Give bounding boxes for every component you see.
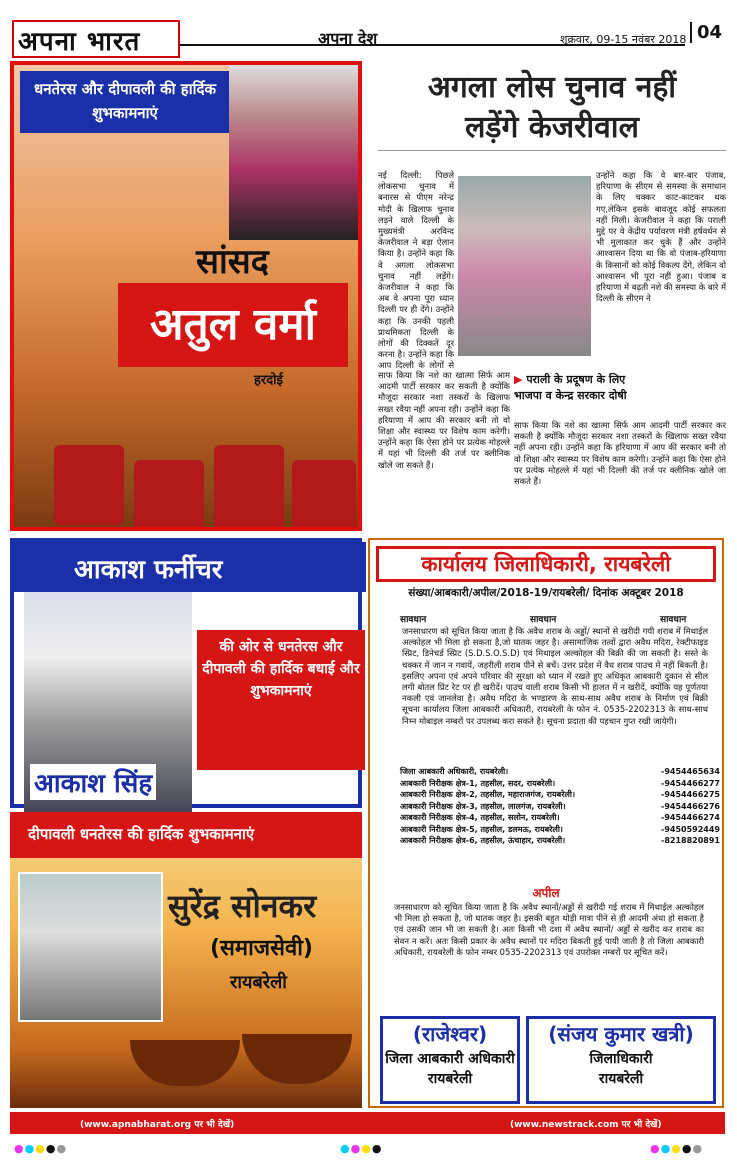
article-text: उन्होंने कहा कि वे बार-बार पंजाब, हरियाणा के सीएम से समस्या के समाधान के लिए चक्कर काट-काटकर थक गए,लेकिन इसके बावजूद कोई सफलता नहीं मिली। केजरीवाल ने कहा कि पराली मुद्दे पर वे केंद्रीय पर्यावरण मंत्री हर्षवर्धन से भी मुलाकात कर चुके हैं और उन्होंने आश्वासन दिया था कि वो पंजाब-हरियाणा के किसानों को कोई विकल्प देंगे, लेकिन वो आश्वासन भी पूरा नहीं हुआ। पंजाब व हरियाणा में बढ़ती नशे की समस्या के बारे में दिल्ली के सीएम ने [596,170,726,304]
page-category: अपना देश [318,29,378,48]
notice-body: जनसाधारण को सूचित किया जाता है कि अवैध शराब के अड्डों/ स्थानों से खरीदी गयी शराब में मिथाईल अल्कोहल भी मिला हो सकता है,जो घातक जहर है। असामाजिक तत्वों द्वारा अवैध मदिरा, रेक्टीफाइड स्प्रिट, डिनेचर्ड स्प्रिट (S.D.S.O.S.D) एवं मिथाइल अल्कोहल की बिक्री की जा सकती है। सस्ते के चक्कर में जान न गवायें, जहरीली शराब पीने से बचें। उत्तर प्रदेश में वैध शराब पाउच में नहीं बिकती है। इसलिए अपना एवं अपने परिवार की सुरक्षा को ध्यान में रखते हुए अधिकृत आबकारी दुकान से सील लगी बोतल प्रिंट रेट पर ही खरीदें। पाउच वाली शराब किसी भी हालत में न खरीदें, क्योंकि यह पूर्णतया नकली एवं जानलेवा है। अवैध मदिरा के भण्डारण के साथ-साथ अवैध शराब के निर्माण एवं बिक्री सूचना कार्यालय जिला आबकारी अधिकारी, रायबरेली के फोन नं. 0535-2202313 के साथ-साथ निम्न मोबाइल नम्बरों पर उपलब्ध करा सकते है। सूचना प्रदाता की पहचान गुप्त रखी जायेगी। [402,626,708,726]
ad-mp-greeting [10,61,362,531]
diya-image [130,1040,240,1086]
contact-row [400,835,720,847]
page-footer [10,1112,725,1134]
sonkar-photo [18,872,163,1022]
warn-label: सावधान [660,615,687,625]
article-text: साफ किया कि नशे का खात्मा सिर्फ आम आदमी पार्टी सरकार कर सकती है क्योंकि मौजूदा सरकार नशा तस्करों के खिलाफ सख्त रवैया नहीं अपना रही। उन्होंने कहा कि हरियाणा में आप की सरकार बनी तो वो शिक्षा और स्वास्थ्य पर विशेष काम करेगी। उन्होंने कहा कि ऐसा होने पर प्रत्येक मोहल्ले में यहां भी दिल्ली की तर्ज पर क्लीनिक खोले जा सकते हैं। [378,370,510,470]
page-header [0,0,737,60]
page-number: 04 [690,22,722,43]
registration-dots: ●●●● [340,1142,383,1155]
contact-name: आबकारी निरीक्षक क्षेत्र-1, तहसील, सदर, रायबरेली। [400,778,556,788]
mp-photo [229,65,362,240]
headline-line-1: अगला लोस चुनाव नहीं [427,70,677,105]
signatory-place: रायबरेली [598,1071,644,1087]
article-text: नई दिल्ली: पिछले लोकसभा चुनाव में बनारस से पीएम नरेन्द्र मोदी के खिलाफ चुनाव लड़ने वाले दिल्ली के मुख्यमंत्री अरविन्द केजरीवाल ने बड़ा ऐलान किया है। उन्होंने कहा कि वे अगला लोकसभा चुनाव नहीं लड़ेंगे। केजरीवाल ने कहा कि अब वे अपना पूरा ध्यान दिल्ली पर ही देंगे। उन्होंने कहा कि उनकी पहली प्राथमिकता दिल्ली के लोगों की दिक्कतें दूर करना है। उन्होंने कहा कि आप दिल्ली के लोगों से [378,170,454,370]
contact-phone: -9454466277 [661,778,720,788]
contact-phone: -8218820891 [661,836,720,845]
contact-phone: -9454466276 [661,801,720,811]
notice-office: कार्यालय जिलाधिकारी, रायबरेली [376,546,716,582]
contact-name: आबकारी निरीक्षक क्षेत्र-4, तहसील, सलोन, रायबरेली। [400,813,560,822]
caption-arrow-icon: ▶ [514,373,523,386]
notice-ref: संख्या/आबकारी/अपील/2018-19/रायबरेली/ दिनांक अक्टूबर 2018 [408,587,684,599]
appeal-title: अपील [532,886,560,900]
registration-dots: ●●●●● [14,1142,68,1155]
contact-phone: -9454466275 [661,790,720,799]
article-col-3 [514,420,726,524]
warn-label: सावधान [400,615,427,625]
candle-image [214,445,284,530]
signatory-name: (संजय कुमार खत्री) [548,1022,694,1046]
contact-name: आबकारी निरीक्षक क्षेत्र-3, तहसील, लालगंज, रायबरेली। [400,801,566,811]
footer-link-newstrack[interactable]: (www.newstrack.com पर भी देखें) [510,1120,662,1130]
headline-rule [378,150,726,151]
contact-table [400,766,720,847]
contact-row [400,766,720,778]
footer-link-apnabharat[interactable]: (www.apnabharat.org पर भी देखें) [80,1120,235,1130]
registration-dots: ●●●●● [650,1142,704,1155]
ad-mp-greeting-text: धनतेरस और दीपावली की हार्दिक शुभकामनाएं [20,71,230,133]
contact-name: आबकारी निरीक्षक क्षेत्र-5, तहसील, डलमऊ, रायबरेली। [400,824,563,834]
ad-furniture-title: आकाश फर्नीचर [74,555,223,585]
contact-row [400,789,720,801]
masthead: अपना भारत [18,27,141,57]
contact-row [400,801,720,813]
signatory-title: जिला आबकारी अधिकारी [385,1051,515,1067]
contact-phone: -9450592449 [661,824,720,834]
article-col-1-bottom [378,370,510,520]
sonkar-name: सुरेंद्र सोनकर [168,887,317,925]
article-text: साफ किया कि नशे का खात्मा सिर्फ आम आदमी पार्टी सरकार कर सकती है क्योंकि मौजूदा सरकार नशा तस्करों के खिलाफ सख्त रवैया नहीं अपना रही। उन्होंने कहा कि हरियाणा में आप की सरकार बनी तो वो शिक्षा और स्वास्थ्य पर विशेष काम करेगी। उन्होंने कहा कि ऐसा होने पर प्रत्येक मोहल्ले में यहां भी दिल्ली की तर्ज पर क्लीनिक खोले जा सकते हैं। [514,420,726,487]
contact-name: आबकारी निरीक्षक क्षेत्र-2, तहसील, महाराजगंज, रायबरेली। [400,790,576,799]
ad-sonkar-greeting: दीपावली धनतेरस की हार्दिक शुभकामनाएं [10,812,362,858]
contact-row [400,778,720,790]
signatory-title: जिलाधिकारी [589,1051,653,1067]
contact-name: जिला आबकारी अधिकारी, रायबरेली। [400,767,509,776]
appeal-body: जनसाधारण को सूचित किया जाता है कि अवैध स्थानों/अड्डों से खरीदी गई शराब में मिथाईल अल्कोहल भी मिला हो सकता है, जो घातक जहर है। इसकी बहुत थोड़ी मात्रा पीने से ही आदमी अंधा हो सकता है एवं उसकी जान भी जा सकती है। अतः किसी भी दशा में अवैध स्थानों/ अड्डों से खरीद कर शराब का सेवन न करें। अतः किसी प्रकार के अवैध स्थानों पर मदिरा बिकती हुई पायी जाती है तो जिला आबकारी अधिकारी, रायबरेली के फोन नम्बर 0535-2202313 एवं उपरोक्त नम्बरों पर सूचित करें। [394,902,704,957]
warn-label: सावधान [530,615,557,625]
signature-district-magistrate [526,1016,716,1104]
ad-furniture [10,538,362,808]
sonkar-role: (समाजसेवी) [210,936,313,961]
article-col-1-top [378,170,454,370]
signatory-place: रायबरेली [427,1071,473,1087]
article-caption [514,372,650,414]
mp-name: अतुल वर्मा [118,283,348,367]
diya-image [242,1034,352,1084]
govt-notice [368,538,724,1108]
sonkar-place: रायबरेली [230,972,287,993]
mp-title: सांसद [196,242,269,282]
ad-furniture-message: की ओर से धनतेरस और दीपावली की हार्दिक बधाई और शुभकामनाएं [197,630,365,770]
contact-phone: -9454465634 [661,767,720,776]
contact-row [400,824,720,836]
article-col-2 [596,170,726,402]
candle-image [134,460,204,531]
ad-sonkar [10,812,362,1108]
article-headline [378,68,726,148]
kejriwal-photo [458,176,591,356]
contact-row [400,812,720,824]
caption-text: पराली के प्रदूषण के लिए भाजपा व केन्द्र सरकार दोषी [514,373,627,402]
issue-date: शुक्रवार, 09-15 नवंबर 2018 [560,33,687,46]
contact-phone: -9454466274 [661,813,720,822]
candle-image [292,460,356,530]
headline-line-2: लड़ेंगे केजरीवाल [465,110,639,145]
akash-name: आकाश सिंह [30,764,156,800]
mp-place: हरदोई [254,373,283,388]
contact-name: आबकारी निरीक्षक क्षेत्र-6, तहसील, ऊंचाहार, रायबरेली। [400,836,566,845]
signature-excise-officer [380,1016,520,1104]
signatory-name: (राजेश्वर) [412,1022,488,1046]
candle-image [54,445,124,525]
